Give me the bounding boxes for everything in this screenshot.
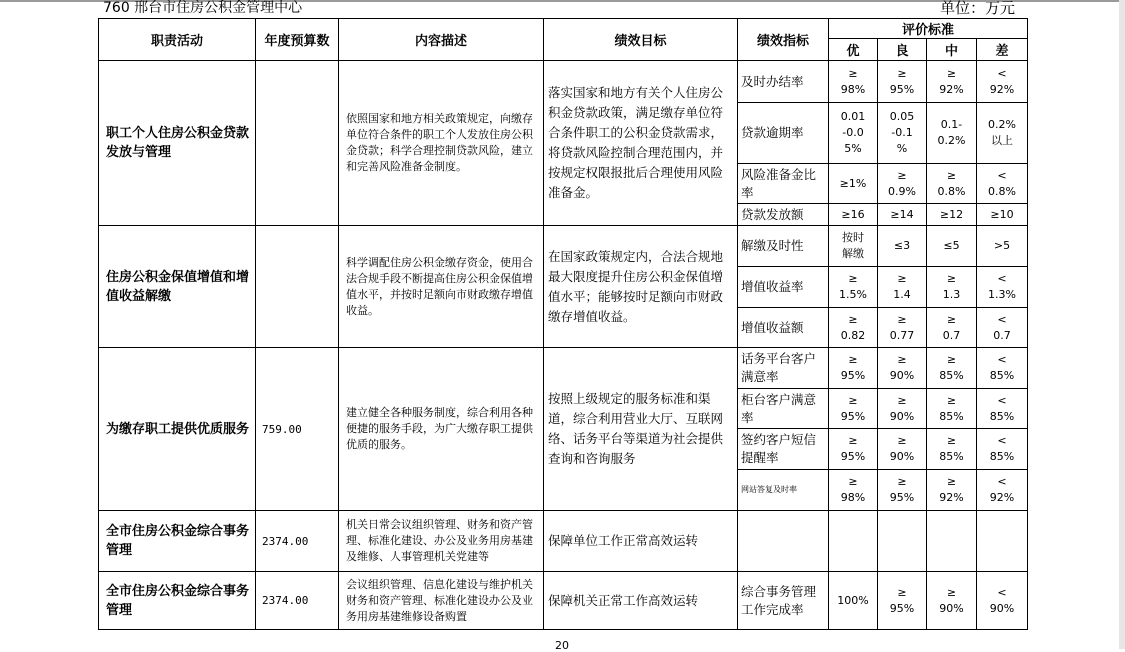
- description-cell: 建立健全各种服务制度，综合利用各种便捷的服务手段，为广大缴存职工提供优质的服务。: [339, 348, 544, 511]
- grade-cell: < 85%: [977, 389, 1028, 429]
- indicator-cell: 综合事务管理工作完成率: [738, 572, 829, 630]
- indicator-cell: 风险准备金比率: [738, 164, 829, 204]
- header-budget: 年度预算数: [256, 19, 339, 61]
- header-goal: 绩效目标: [544, 19, 738, 61]
- grade-cell: >5: [977, 226, 1028, 267]
- grade-cell: 按时 解缴: [829, 226, 878, 267]
- goal-cell: 按照上级规定的服务标准和渠道，综合利用营业大厅、互联网络、话务平台等渠道为社会提供查询和咨询服务: [544, 348, 738, 511]
- grade-cell: 100%: [829, 572, 878, 630]
- grade-cell: ≥ 1.4: [878, 267, 927, 308]
- header-indicator: 绩效指标: [738, 19, 829, 61]
- document-header-title: 760 邢台市住房公积金管理中心: [103, 0, 303, 16]
- activity-cell: 全市住房公积金综合事务管理: [99, 572, 256, 630]
- grade-cell: ≥ 98%: [829, 61, 878, 103]
- page-number: 20: [555, 639, 569, 652]
- grade-cell: ≥ 90%: [878, 389, 927, 429]
- grade-cell: ≥ 95%: [829, 429, 878, 470]
- grade-cell: ≥10: [977, 204, 1028, 226]
- table-row: [99, 61, 1028, 103]
- description-cell: 会议组织管理、信息化建设与维护机关财务和资产管理、标准化建设办公及业务用房基建维修设备购置: [339, 572, 544, 630]
- budget-cell: 759.00: [256, 348, 339, 511]
- header-grade-excellent: 优: [829, 39, 878, 61]
- header-grade-good: 良: [878, 39, 927, 61]
- header-description: 内容描述: [339, 19, 544, 61]
- grade-cell: ≥16: [829, 204, 878, 226]
- grade-cell: ≥ 95%: [878, 470, 927, 511]
- grade-cell: < 92%: [977, 61, 1028, 103]
- grade-cell: < 0.8%: [977, 164, 1028, 204]
- budget-cell: [256, 226, 339, 348]
- header-activity: 职责活动: [99, 19, 256, 61]
- goal-cell: 保障机关正常工作高效运转: [544, 572, 738, 630]
- grade-cell: [927, 511, 977, 572]
- header-grade-medium: 中: [927, 39, 977, 61]
- grade-cell: ≥ 92%: [927, 470, 977, 511]
- grade-cell: ≥ 90%: [878, 429, 927, 470]
- grade-cell: [829, 511, 878, 572]
- goal-cell: 在国家政策规定内，合法合规地最大限度提升住房公积金保值增值水平；能够按时足额向市财政缴存增值收益。: [544, 226, 738, 348]
- header-criteria: 评价标准: [829, 19, 1028, 39]
- grade-cell: < 85%: [977, 348, 1028, 389]
- grade-cell: < 85%: [977, 429, 1028, 470]
- grade-cell: ≥ 90%: [927, 572, 977, 630]
- indicator-cell: 柜台客户满意率: [738, 389, 829, 429]
- grade-cell: ≥12: [927, 204, 977, 226]
- grade-cell: ≥ 85%: [927, 389, 977, 429]
- indicator-cell: 解缴及时性: [738, 226, 829, 267]
- grade-cell: < 90%: [977, 572, 1028, 630]
- grade-cell: ≥ 0.9%: [878, 164, 927, 204]
- indicator-cell: 话务平台客户满意率: [738, 348, 829, 389]
- goal-cell: 落实国家和地方有关个人住房公积金贷款政策，满足缴存单位符合条件职工的公积金贷款需求，将贷款风险控制合理范围内，并按规定权限报批后合理使用风险准备金。: [544, 61, 738, 226]
- goal-cell: 保障单位工作正常高效运转: [544, 511, 738, 572]
- grade-cell: ≥ 0.77: [878, 308, 927, 348]
- description-cell: 机关日常会议组织管理、财务和资产管理、标准化建设、办公及业务用房基建及维修、人事管理机关党建等: [339, 511, 544, 572]
- activity-cell: 住房公积金保值增值和增值收益解缴: [99, 226, 256, 348]
- grade-cell: ≥ 95%: [878, 572, 927, 630]
- grade-cell: < 92%: [977, 470, 1028, 511]
- header-grade-poor: 差: [977, 39, 1028, 61]
- grade-cell: 0.05 -0.1 %: [878, 103, 927, 164]
- description-cell: 依照国家和地方相关政策规定，向缴存单位符合条件的职工个人发放住房公积金贷款；科学合理控制贷款风险，建立和完善风险准备金制度。: [339, 61, 544, 226]
- grade-cell: ≤5: [927, 226, 977, 267]
- table-row: [99, 226, 1028, 267]
- grade-cell: ≥ 1.5%: [829, 267, 878, 308]
- budget-cell: [256, 61, 339, 226]
- grade-cell: ≥ 92%: [927, 61, 977, 103]
- activity-cell: 职工个人住房公积金贷款发放与管理: [99, 61, 256, 226]
- performance-table: [98, 18, 1028, 630]
- grade-cell: ≥ 0.8%: [927, 164, 977, 204]
- grade-cell: [878, 511, 927, 572]
- grade-cell: ≥1%: [829, 164, 878, 204]
- budget-cell: 2374.00: [256, 511, 339, 572]
- indicator-cell: 增值收益率: [738, 267, 829, 308]
- grade-cell: ≥ 0.7: [927, 308, 977, 348]
- grade-cell: 0.01 -0.0 5%: [829, 103, 878, 164]
- indicator-cell: [738, 511, 829, 572]
- grade-cell: ≤3: [878, 226, 927, 267]
- grade-cell: 0.1- 0.2%: [927, 103, 977, 164]
- unit-label: 单位：万元: [940, 0, 1016, 17]
- indicator-cell: 贷款发放额: [738, 204, 829, 226]
- indicator-cell: 及时办结率: [738, 61, 829, 103]
- grade-cell: ≥ 1.3: [927, 267, 977, 308]
- activity-cell: 为缴存职工提供优质服务: [99, 348, 256, 511]
- grade-cell: ≥ 95%: [878, 61, 927, 103]
- grade-cell: ≥ 95%: [829, 389, 878, 429]
- table-row: [99, 511, 1028, 572]
- indicator-cell: 网站答复及时率: [738, 470, 829, 511]
- budget-cell: 2374.00: [256, 572, 339, 630]
- right-edge: [1119, 0, 1125, 649]
- indicator-cell: 贷款逾期率: [738, 103, 829, 164]
- grade-cell: < 0.7: [977, 308, 1028, 348]
- grade-cell: ≥ 85%: [927, 429, 977, 470]
- grade-cell: ≥ 85%: [927, 348, 977, 389]
- grade-cell: ≥14: [878, 204, 927, 226]
- grade-cell: 0.2% 以上: [977, 103, 1028, 164]
- grade-cell: ≥ 90%: [878, 348, 927, 389]
- indicator-cell: 增值收益额: [738, 308, 829, 348]
- table-row: [99, 572, 1028, 630]
- indicator-cell: 签约客户短信提醒率: [738, 429, 829, 470]
- grade-cell: ≥ 98%: [829, 470, 878, 511]
- activity-cell: 全市住房公积金综合事务管理: [99, 511, 256, 572]
- grade-cell: [977, 511, 1028, 572]
- grade-cell: < 1.3%: [977, 267, 1028, 308]
- table-row: [99, 348, 1028, 389]
- grade-cell: ≥ 0.82: [829, 308, 878, 348]
- grade-cell: ≥ 95%: [829, 348, 878, 389]
- description-cell: 科学调配住房公积金缴存资金，使用合法合规手段不断提高住房公积金保值增值水平，并按时足额向市财政缴存增值收益。: [339, 226, 544, 348]
